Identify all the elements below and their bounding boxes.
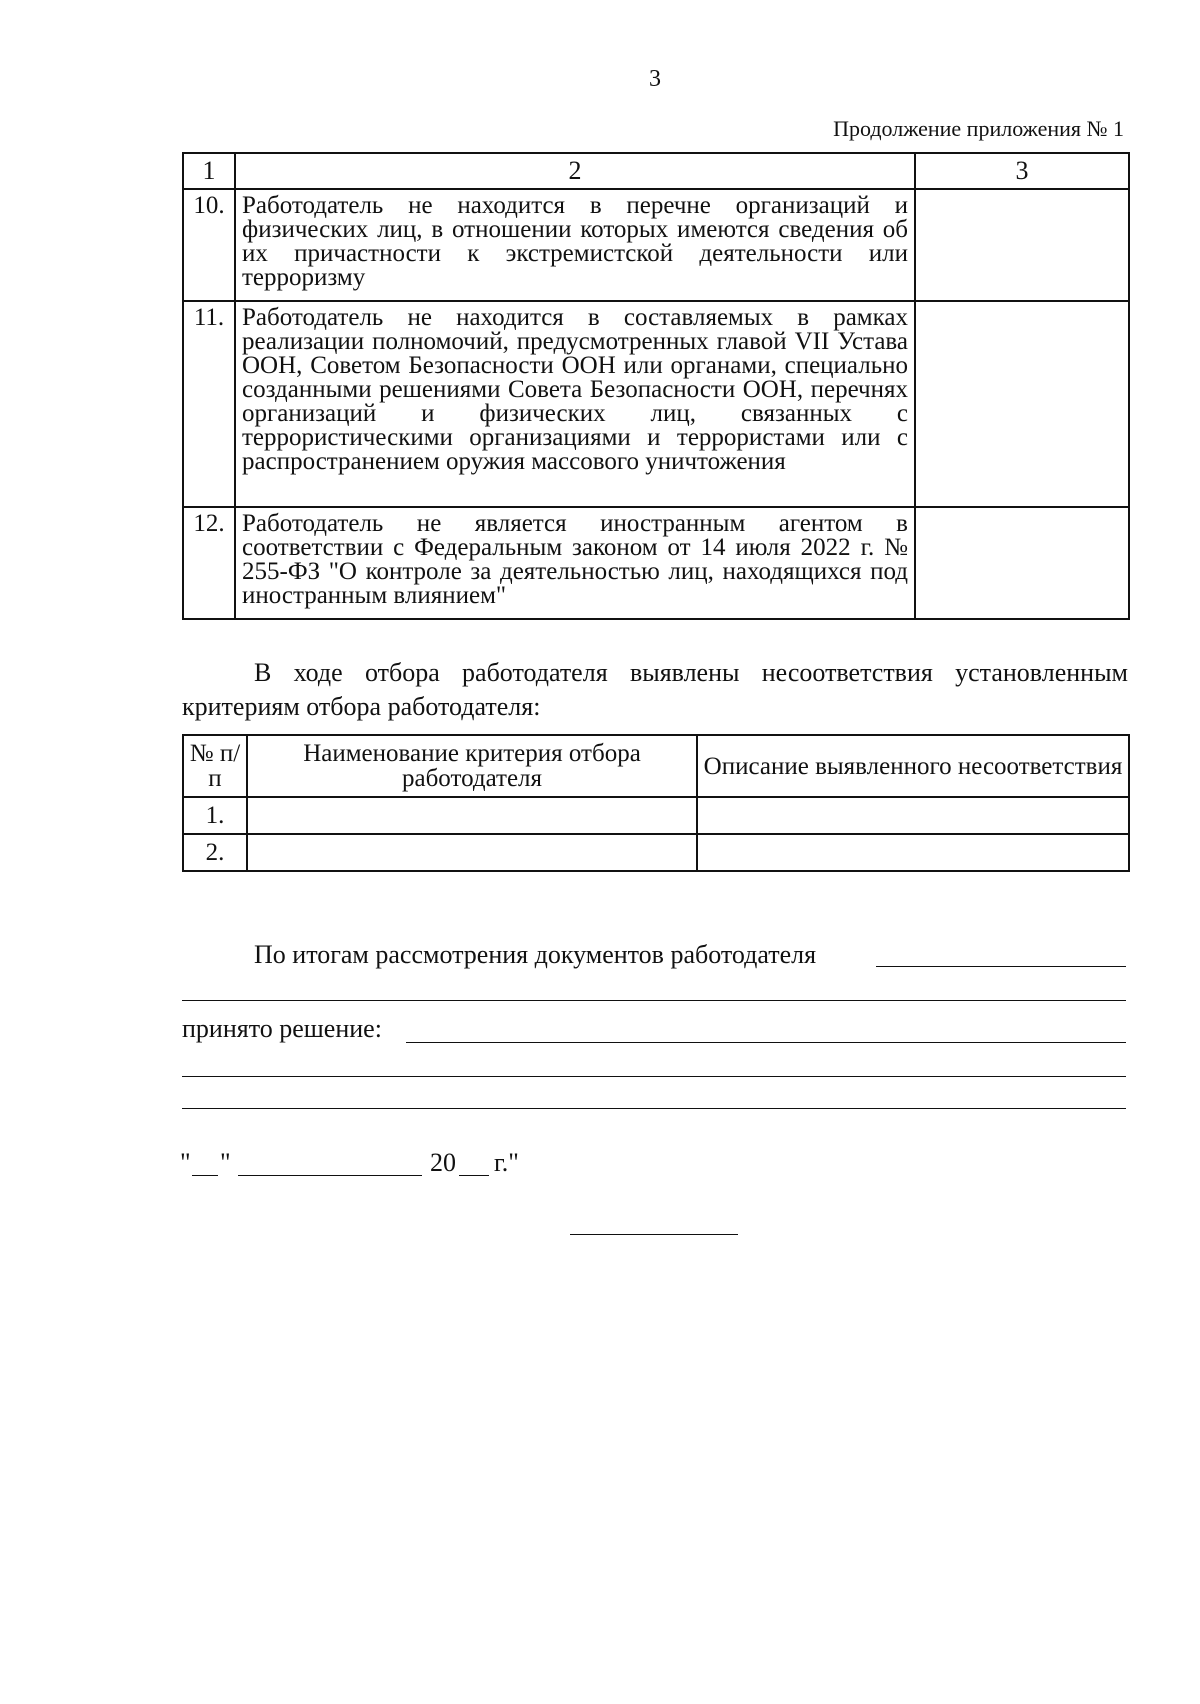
mismatch-intro-paragraph: В ходе отбора работодателя выявлены несоответствия установленным критериям отбора работодателя: [182,658,1128,721]
criterion-text: Работодатель не находится в перечне организаций и физических лиц, в отношении которых имеются сведения об их причастности к экстремистской деятельности или терроризму [235,189,915,301]
date-close-quote: " [220,1148,231,1177]
criterion-name-cell [247,834,697,871]
employer-name-blank [876,966,1126,967]
criterion-mark-cell [915,507,1129,619]
decision-label: принято решение: [182,1014,382,1043]
table-row [183,189,1129,301]
decision-blank-line-2 [182,1076,1126,1077]
date-month-blank [238,1175,422,1176]
row-number: 2. [183,834,247,871]
page-number: 3 [649,66,661,92]
column-header-1: 1 [183,153,235,189]
description-cell [697,797,1129,834]
decision-blank-line-3 [182,1108,1126,1109]
date-year-blank [459,1175,489,1176]
date-year-suffix: г." [494,1148,519,1177]
table-row [183,834,1129,871]
closing-separator-line [570,1234,738,1235]
appendix-continuation-note: Продолжение приложения № 1 [833,116,1124,141]
header-mismatch-description: Описание выявленного несоответствия [697,735,1129,797]
table-row [183,797,1129,834]
date-year-prefix: 20 [430,1148,456,1177]
column-header-3: 3 [915,153,1129,189]
criteria-table-header [183,153,1129,189]
row-number: 10. [183,189,235,301]
row-number: 1. [183,797,247,834]
header-number: № п/п [183,735,247,797]
date-day-blank [192,1175,218,1176]
row-number: 12. [183,507,235,619]
criteria-table [182,152,1130,620]
criterion-text: Работодатель не является иностранным агентом в соответствии с Федеральным законом от 14 июля 2022 г. № 255-ФЗ "О контроле за деятельностью лиц, находящихся под иностранным влиянием" [235,507,915,619]
mismatch-table [182,734,1130,872]
criterion-text: Работодатель не находится в составляемых в рамках реализации полномочий, предусмотренных главой VII Устава ООН, Советом Безопасности ООН или органами, специально созданными решениями Совета Безопасности ООН, перечнях организаций и физических лиц, связанных с террористическими организациями и террористами или с распространением оружия массового уничтожения [235,301,915,507]
description-cell [697,834,1129,871]
result-text: По итогам рассмотрения документов работодателя [254,940,817,969]
mismatch-table-header [183,735,1129,797]
header-criterion-name: Наименование критерия отбора работодателя [247,735,697,797]
date-open-quote: " [180,1148,191,1177]
column-header-2: 2 [235,153,915,189]
criterion-mark-cell [915,189,1129,301]
table-row [183,301,1129,507]
employer-name-blank-line-2 [182,1000,1126,1001]
table-row [183,507,1129,619]
criterion-name-cell [247,797,697,834]
row-number: 11. [183,301,235,507]
criterion-mark-cell [915,301,1129,507]
decision-blank [406,1042,1126,1043]
